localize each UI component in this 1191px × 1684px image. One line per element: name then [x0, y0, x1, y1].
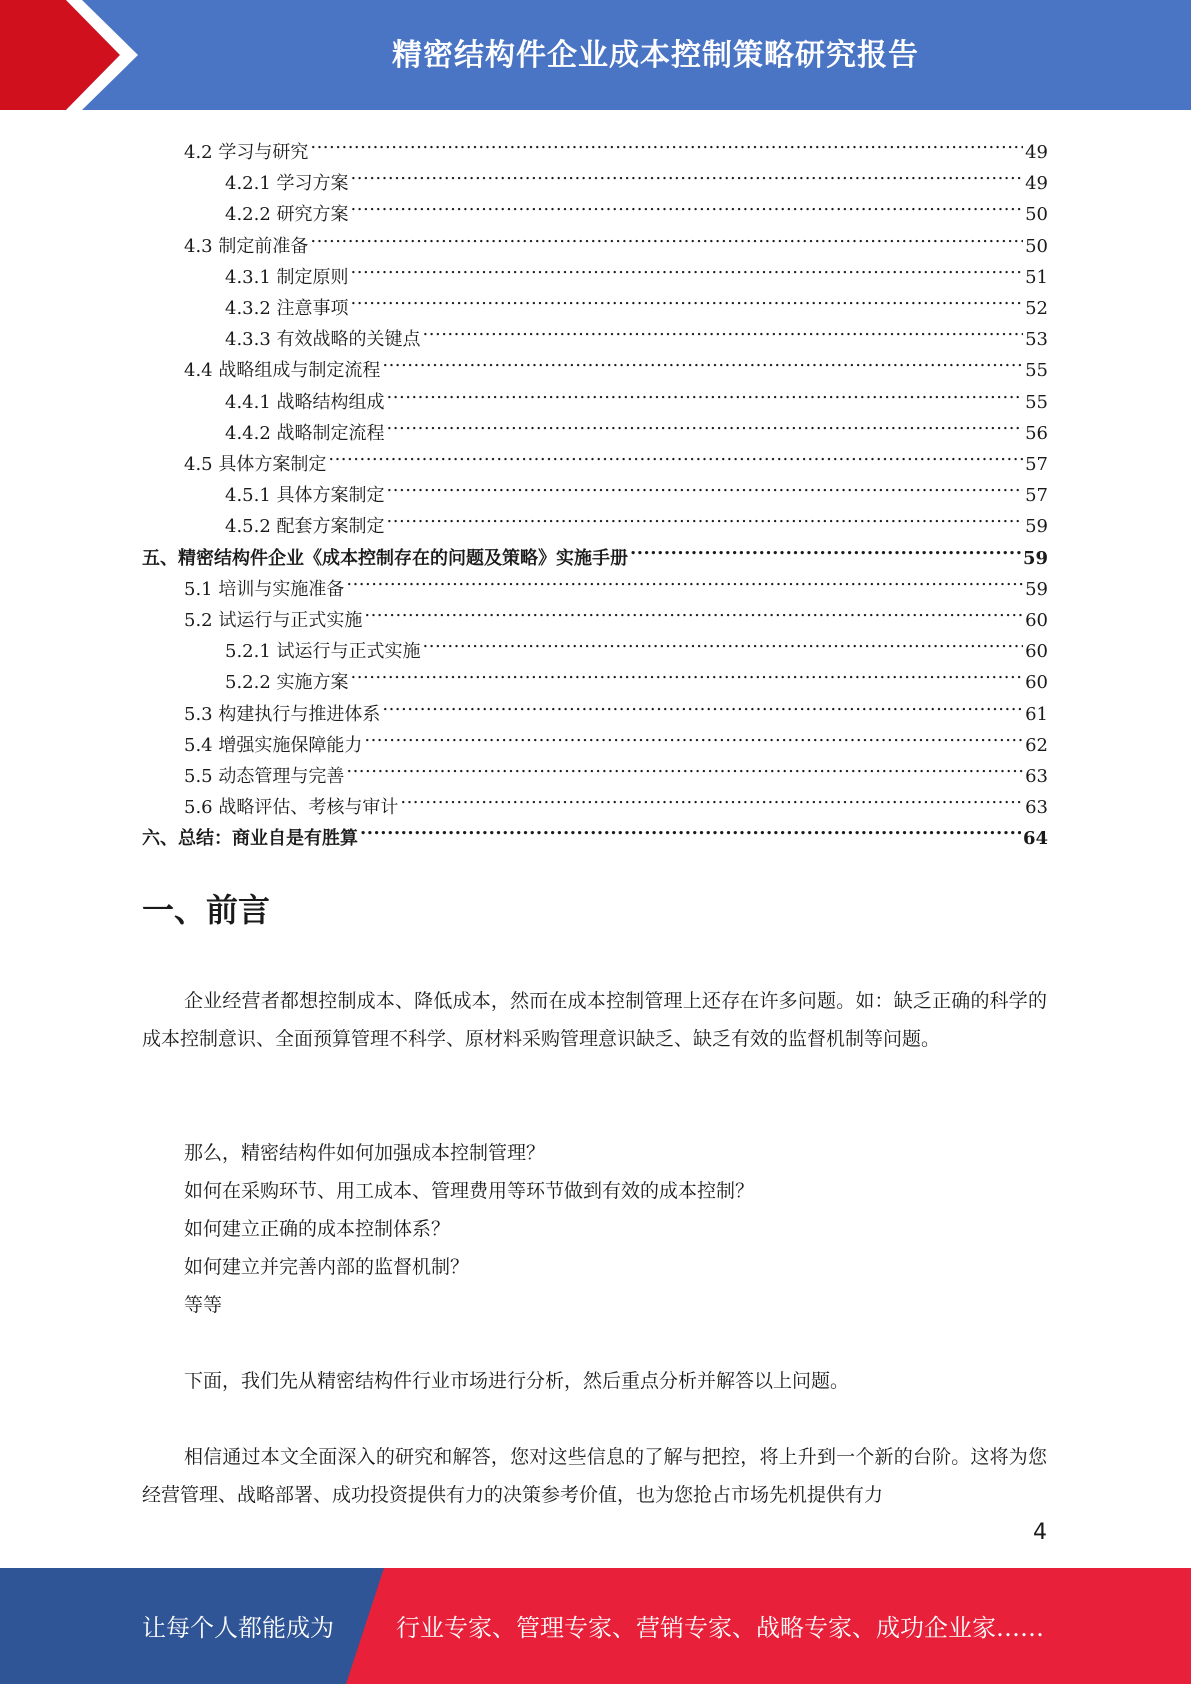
toc-entry[interactable]	[184, 440, 1048, 475]
toc-entry-page: 52	[1025, 298, 1048, 319]
toc-entry-page: 49	[1025, 173, 1048, 195]
toc-leader-dots	[387, 378, 1024, 408]
toc-entry-title: 4.2 学习与研究	[184, 142, 309, 163]
toc-entry[interactable]	[225, 471, 1048, 507]
toc-entry[interactable]	[184, 690, 1048, 725]
toc-entry[interactable]	[184, 596, 1048, 631]
toc-entry-page: 59	[1022, 547, 1048, 569]
toc-entry-title: 4.2.2 研究方案	[225, 204, 349, 226]
toc-leader-dots	[423, 627, 1024, 657]
toc-leader-dots	[310, 222, 1023, 252]
toc-leader-dots	[328, 440, 1023, 470]
toc-entry-page: 51	[1025, 266, 1048, 288]
toc-entry-title: 六、总结：商业自是有胜算	[142, 828, 358, 850]
toc-entry-page: 57	[1025, 454, 1048, 475]
toc-leader-dots	[400, 783, 1023, 813]
toc-entry-page: 55	[1025, 391, 1048, 413]
toc-leader-dots	[387, 502, 1024, 532]
toc-entry-page: 50	[1025, 204, 1048, 226]
toc-leader-dots	[364, 596, 1023, 626]
toc-entry[interactable]	[225, 190, 1048, 226]
toc-entry[interactable]	[225, 658, 1048, 694]
footer-slogan-right: 行业专家、管理专家、营销专家、战略专家、成功企业家……	[396, 1614, 1044, 1642]
toc-leader-dots	[382, 346, 1023, 376]
toc-entry-page: 57	[1025, 485, 1048, 507]
toc-entry-title: 4.3.2 注意事项	[225, 298, 349, 319]
footer-slogan-left: 让每个人都能成为	[142, 1614, 334, 1642]
toc-leader-dots	[387, 471, 1024, 501]
toc-leader-dots	[346, 752, 1023, 782]
question-line: 如何在采购环节、用工成本、管理费用等环节做到有效的成本控制？	[184, 1180, 755, 1202]
toc-leader-dots	[351, 190, 1024, 220]
toc-entry-title: 4.5 具体方案制定	[184, 454, 327, 475]
toc-entry-title: 4.3.1 制定原则	[225, 266, 349, 288]
header-banner	[0, 0, 1191, 110]
toc-entry-title: 4.4.1 战略结构组成	[225, 391, 385, 413]
toc-entry-title: 5.3 构建执行与推进体系	[184, 703, 381, 725]
toc-entry-page: 56	[1025, 422, 1048, 444]
toc-entry[interactable]	[184, 752, 1048, 787]
toc-entry-title: 4.5.2 配套方案制定	[225, 516, 385, 538]
toc-entry-title: 4.3 制定前准备	[184, 235, 309, 257]
document-title: 精密结构件企业成本控制策略研究报告	[392, 38, 919, 73]
toc-entry-title: 4.3.3 有效战略的关键点	[225, 329, 421, 351]
toc-entry[interactable]	[225, 627, 1048, 663]
section-heading: 一、前言	[142, 891, 271, 929]
toc-entry-title: 5.2.2 实施方案	[225, 672, 349, 694]
question-line: 如何建立并完善内部的监督机制？	[184, 1256, 470, 1278]
toc-entry[interactable]	[184, 346, 1048, 382]
toc-leader-dots	[630, 534, 1021, 564]
toc-entry[interactable]	[184, 783, 1048, 819]
question-line: 如何建立正确的成本控制体系？	[184, 1218, 451, 1240]
intro-paragraph: 企业经营者都想控制成本、降低成本，然而在成本控制管理上还存在许多问题。如：缺乏正确的科学的成本控制意识、全面预算管理不科学、原材料采购管理意识缺乏、缺乏有效的监督机制等问题。	[142, 990, 1047, 1050]
toc-entry-title: 4.4 战略组成与制定流程	[184, 360, 381, 382]
toc-entry-page: 63	[1025, 797, 1048, 819]
toc-entry-title: 4.5.1 具体方案制定	[225, 485, 385, 507]
toc-entry[interactable]	[142, 534, 1048, 569]
toc-entry[interactable]	[225, 284, 1048, 319]
toc-entry-page: 55	[1025, 360, 1048, 382]
toc-entry[interactable]	[225, 315, 1048, 351]
toc-leader-dots	[423, 315, 1024, 345]
toc-entry-page: 61	[1025, 703, 1048, 725]
toc-entry-page: 59	[1025, 516, 1048, 538]
toc-entry-page: 50	[1025, 235, 1048, 257]
toc-entry-page: 53	[1025, 329, 1048, 351]
toc-entry-page: 60	[1025, 641, 1048, 663]
toc-leader-dots	[382, 690, 1023, 720]
closing-paragraph: 相信通过本文全面深入的研究和解答，您对这些信息的了解与把控，将上升到一个新的台阶。这将为您经营管理、战略部署、成功投资提供有力的决策参考价值，也为您抢占市场先机提供有力	[142, 1446, 1047, 1506]
toc-entry[interactable]	[184, 565, 1048, 600]
toc-entry[interactable]	[225, 253, 1048, 288]
toc-leader-dots	[351, 658, 1024, 688]
toc-leader-dots	[351, 284, 1024, 314]
toc-leader-dots	[387, 409, 1024, 439]
toc-entry-page: 62	[1025, 734, 1048, 756]
toc-entry-title: 五、精密结构件企业《成本控制存在的问题及策略》实施手册	[142, 547, 628, 569]
toc-entry[interactable]	[225, 502, 1048, 538]
toc-entry-title: 5.2.1 试运行与正式实施	[225, 641, 421, 663]
toc-entry-title: 4.2.1 学习方案	[225, 173, 349, 195]
toc-entry-title: 5.2 试运行与正式实施	[184, 610, 363, 631]
toc-entry[interactable]	[142, 814, 1048, 850]
toc-entry-page: 63	[1025, 766, 1048, 787]
toc-entry[interactable]	[184, 128, 1048, 163]
toc-leader-dots	[351, 253, 1024, 283]
toc-entry-title: 5.5 动态管理与完善	[184, 766, 345, 787]
toc-entry[interactable]	[225, 378, 1048, 413]
toc-entry-page: 59	[1025, 578, 1048, 600]
toc-leader-dots	[360, 814, 1021, 844]
toc-leader-dots	[310, 128, 1023, 158]
question-line: 等等	[184, 1294, 223, 1316]
toc-entry-page: 60	[1025, 610, 1048, 631]
toc-entry-title: 4.4.2 战略制定流程	[225, 422, 385, 444]
toc-leader-dots	[351, 159, 1024, 189]
toc-entry-title: 5.6 战略评估、考核与审计	[184, 797, 399, 819]
toc-leader-dots	[346, 565, 1023, 595]
toc-leader-dots	[364, 721, 1023, 751]
toc-entry[interactable]	[225, 159, 1048, 195]
analysis-paragraph: 下面，我们先从精密结构件行业市场进行分析，然后重点分析并解答以上问题。	[184, 1370, 850, 1392]
toc-entry-page: 60	[1025, 672, 1048, 694]
toc-entry-title: 5.1 培训与实施准备	[184, 578, 345, 600]
page-number: 4	[1033, 1520, 1047, 1545]
toc-entry-title: 5.4 增强实施保障能力	[184, 734, 363, 756]
toc-entry-page: 64	[1022, 828, 1048, 850]
toc-entry[interactable]	[184, 222, 1048, 257]
toc-entry-page: 49	[1025, 142, 1048, 163]
question-line: 那么，精密结构件如何加强成本控制管理？	[184, 1142, 546, 1164]
toc-entry[interactable]	[184, 721, 1048, 756]
footer-banner	[0, 1568, 1191, 1684]
toc-entry[interactable]	[225, 409, 1048, 444]
